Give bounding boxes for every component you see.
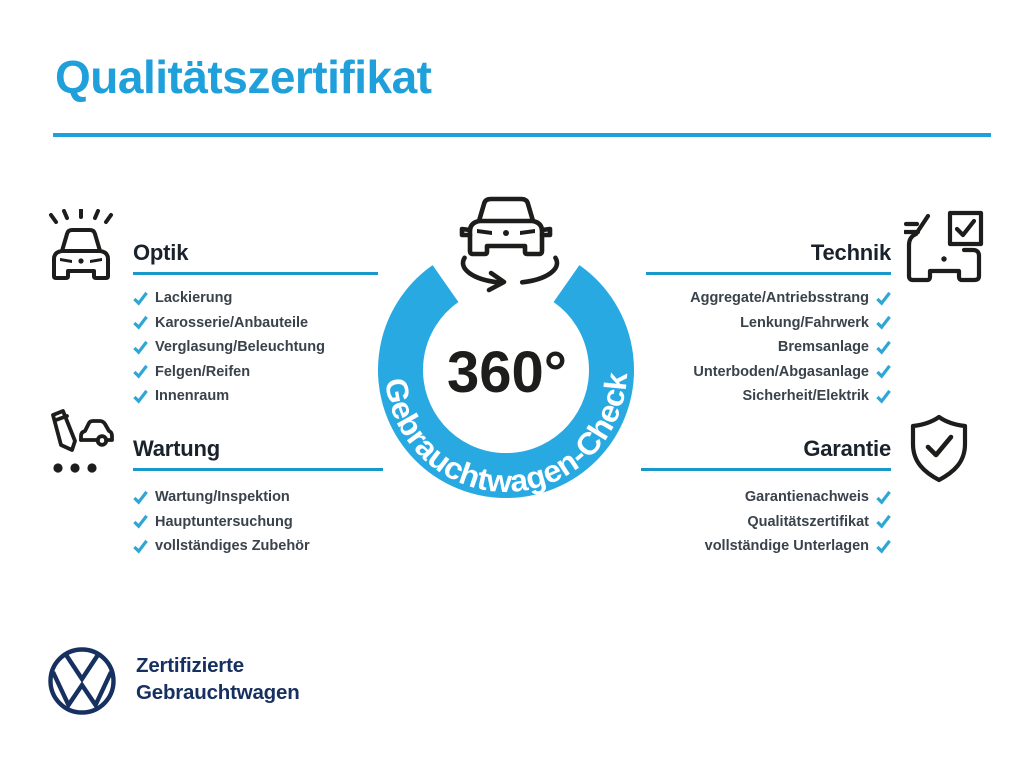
check-icon [133, 539, 148, 554]
section-title-wartung: Wartung [133, 436, 220, 461]
service-log-icon [42, 406, 118, 482]
check-item-label: Garantienachweis [744, 489, 869, 506]
check-item [133, 335, 325, 360]
check-item-label: Wartung/Inspektion [155, 489, 290, 506]
check-icon [133, 291, 148, 306]
check-item [571, 510, 891, 535]
check-item-label: Innenraum [155, 388, 230, 405]
footer-claim [136, 653, 300, 706]
check-icon [876, 291, 891, 306]
check-item-label: Sicherheit/Elektrik [742, 388, 869, 405]
check-item-label: Bremsanlage [777, 339, 869, 356]
section-title-optik: Optik [133, 240, 189, 265]
check-item [571, 534, 891, 559]
check-item-label: Karosserie/Anbauteile [155, 314, 309, 331]
title-divider [53, 133, 991, 137]
car-checkbox-icon [904, 210, 986, 286]
check-item-label: Aggregate/Antriebsstrang [690, 290, 869, 307]
check-item [133, 485, 310, 510]
badge-ring-label: Gebrauchtwagen-Check [377, 371, 635, 500]
section-title-garantie: Garantie [803, 436, 891, 461]
check-item-label: Felgen/Reifen [155, 363, 251, 380]
check-icon [876, 315, 891, 330]
vw-logo [46, 645, 118, 717]
check-icon [876, 490, 891, 505]
check-icon [876, 514, 891, 529]
check-item-label: Verglasung/Beleuchtung [155, 339, 325, 356]
check-item-label: Lenkung/Fahrwerk [740, 314, 869, 331]
shiny-car-icon [42, 209, 120, 287]
check-item-label: vollständiges Zubehör [155, 538, 310, 555]
check-item [133, 286, 325, 311]
check-item-label: Unterboden/Abgasanlage [693, 363, 869, 380]
check-icon [133, 490, 148, 505]
badge-360 [366, 185, 646, 510]
car-rotation-icon [462, 199, 557, 290]
check-icon [876, 539, 891, 554]
check-icon [876, 340, 891, 355]
check-item-label: vollständige Unterlagen [704, 538, 869, 555]
check-item [133, 384, 325, 409]
garantie-underline [641, 468, 891, 471]
check-icon [133, 364, 148, 379]
badge-degrees: 360° [447, 340, 567, 405]
check-item-label: Qualitätszertifikat [747, 513, 869, 530]
wartung-items [133, 485, 310, 559]
check-icon [133, 340, 148, 355]
technik-underline [646, 272, 891, 275]
check-icon [876, 364, 891, 379]
optik-underline [133, 272, 378, 275]
shield-check-icon [907, 414, 971, 484]
check-item [133, 534, 310, 559]
check-item [133, 311, 325, 336]
section-title-technik: Technik [810, 240, 891, 265]
check-icon [876, 389, 891, 404]
optik-items [133, 286, 325, 409]
footer-claim-line1: Zertifizierte [136, 654, 244, 677]
footer-claim-line2: Gebrauchtwagen [136, 680, 300, 704]
check-icon [133, 389, 148, 404]
check-icon [133, 514, 148, 529]
page-title: Qualitätszertifikat [55, 51, 432, 103]
check-item [133, 360, 325, 385]
check-item [133, 510, 310, 535]
check-icon [133, 315, 148, 330]
check-item-label: Lackierung [155, 290, 233, 307]
wartung-underline [133, 468, 383, 471]
check-item-label: Hauptuntersuchung [155, 513, 293, 530]
